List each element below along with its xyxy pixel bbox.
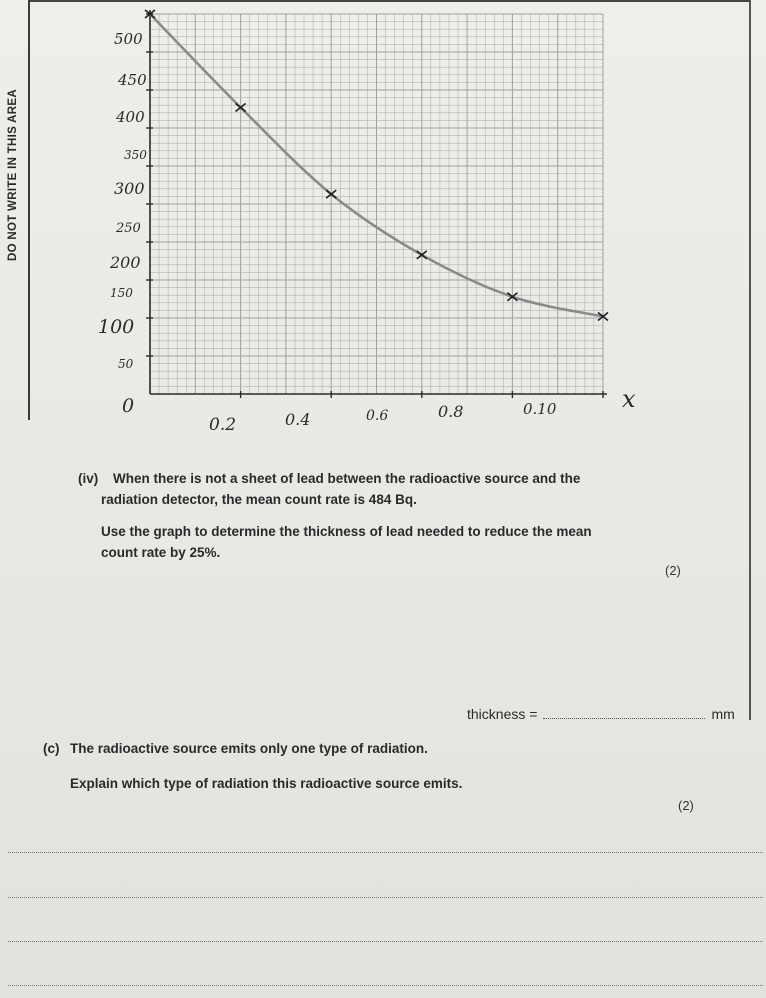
thickness-unit: mm [711, 706, 735, 722]
origin-label: 0 [122, 395, 135, 417]
graph-area [28, 0, 668, 450]
y-tick-label: 200 [110, 253, 141, 272]
grid-major [150, 14, 603, 394]
question-iv-marks: (2) [665, 563, 681, 578]
answer-writing-line[interactable] [8, 985, 763, 986]
thickness-answer-row [467, 706, 735, 722]
y-tick-label: 500 [114, 30, 143, 48]
question-iv-line-3: Use the graph to determine the thickness of lead needed to reduce the mean [101, 524, 592, 539]
question-c-marks: (2) [678, 798, 694, 813]
y-tick-label: 100 [98, 316, 135, 338]
x-axis-label: x [622, 385, 636, 413]
question-c-label: (c) [43, 741, 60, 756]
question-iv-label: (iv) [78, 471, 99, 486]
answer-writing-line[interactable] [8, 852, 763, 853]
question-c-line-2: Explain which type of radiation this radioactive source emits. [70, 776, 463, 791]
question-iv-line-1: When there is not a sheet of lead between the radioactive source and the [113, 471, 581, 486]
margin-warning [2, 80, 24, 270]
y-tick-label: 400 [116, 108, 145, 126]
right-border [749, 0, 751, 720]
question-c-line-1: The radioactive source emits only one type of radiation. [70, 741, 428, 756]
question-iv-line-4: count rate by 25%. [101, 545, 221, 560]
tick-marks [146, 14, 603, 398]
x-tick-label: 0.10 [523, 400, 557, 418]
axes [150, 10, 607, 394]
x-tick-label: 0.2 [209, 415, 237, 435]
question-iv-line-2: radiation detector, the mean count rate is 484 Bq. [101, 492, 417, 507]
y-tick-label: 250 [116, 221, 141, 236]
y-tick-label: 450 [118, 71, 147, 89]
margin-warning-text: DO NOT WRITE IN THIS AREA [7, 89, 19, 261]
y-tick-label: 350 [124, 148, 147, 162]
y-tick-label: 150 [110, 286, 133, 300]
x-tick-label: 0.4 [285, 410, 311, 429]
answer-writing-line[interactable] [8, 897, 763, 898]
x-tick-label: 0.6 [366, 408, 389, 424]
answer-writing-line[interactable] [8, 941, 763, 942]
thickness-answer-field[interactable] [543, 708, 705, 719]
y-tick-label: 300 [114, 179, 145, 198]
count-rate-graph [28, 0, 668, 450]
x-tick-label: 0.8 [438, 402, 464, 421]
y-tick-label: 50 [118, 357, 134, 371]
thickness-label: thickness = [467, 706, 538, 722]
